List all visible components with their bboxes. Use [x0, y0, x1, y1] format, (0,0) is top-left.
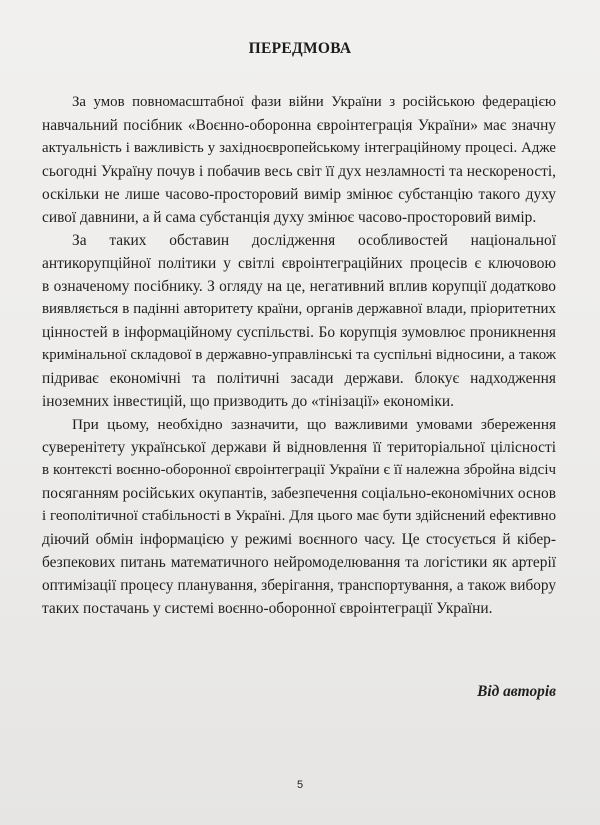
paragraph-2 [42, 229, 556, 413]
paragraph-3 [42, 413, 556, 620]
text-line: і геополітичної стабільності в Україні. Для цього має бути здійснений ефективно [42, 508, 556, 524]
text-line: в означеному посібнику. З огляду на це, негативний вплив корупції додатково [42, 278, 556, 295]
text-line: підриває економічні та політичні засади держави. блокує надходження [42, 370, 556, 387]
text-line: При цьому, необхідно зазначити, що важливими умовами збереження [72, 416, 556, 433]
text-line: іноземних інвестицій, що призводить до «тінізації» економіки. [42, 393, 454, 410]
text-line: антикорупційної політики у світлі євроінтеграційних процесів є ключовою [42, 255, 556, 272]
signature: Від авторів [477, 683, 556, 700]
text-line: оскільки не лише часово-просторовий вимір змінює субстанцію такого духу [42, 186, 556, 203]
paragraph-1 [42, 91, 556, 229]
text-line: посяганням російських окупантів, забезпечення соціально-економічних основ [42, 485, 556, 502]
text-line: в контексті воєнно-оборонної євроінтеграції України є її належна збройна відсіч [42, 462, 556, 478]
page-number: 5 [296, 779, 304, 791]
text-line: таких постачань у системі воєнно-оборонної євроінтеграції України. [42, 600, 493, 617]
text-line: безпекових питань математичного нейромоделювання та логістики як артерії [42, 554, 556, 571]
document-body [42, 91, 556, 620]
text-line: виявляється в падінні авторитету країни, органів державної влади, пріоритетних [42, 301, 556, 317]
text-line: цінностей в інформаційному суспільстві. Бо корупція зумовлює проникнення [42, 324, 556, 341]
text-line: актуальність і важливість у західноєвропейському інтеграційному процесі. Адже [42, 140, 556, 156]
text-line: За умов повномасштабної фази війни України з російською федерацією [72, 94, 556, 110]
text-line: За таких обставин дослідження особливостей національної [72, 232, 556, 249]
text-line: суверенітету української держави й відновлення її територіальної цілісності [42, 439, 556, 456]
text-line: навчальний посібник «Воєнно-оборонна євроінтеграція України» має значну [42, 117, 556, 134]
text-line: сьогодні Україну почув і побачив весь світ її дух незламності та нескореності, [42, 163, 556, 180]
text-line: кримінальної складової в державно-управлінські та суспільні відносини, а також [42, 347, 556, 363]
text-line: сивої давнини, а й сама субстанція духу змінює часово-просторовий вимір. [42, 209, 537, 226]
page-title: ПЕРЕДМОВА [248, 40, 352, 57]
text-line: діючий обмін інформацією у режимі воєнного часу. Це стосується й кібер- [42, 531, 556, 548]
text-line: оптимізації процесу планування, зберігання, транспортування, а також вибору [42, 577, 556, 594]
